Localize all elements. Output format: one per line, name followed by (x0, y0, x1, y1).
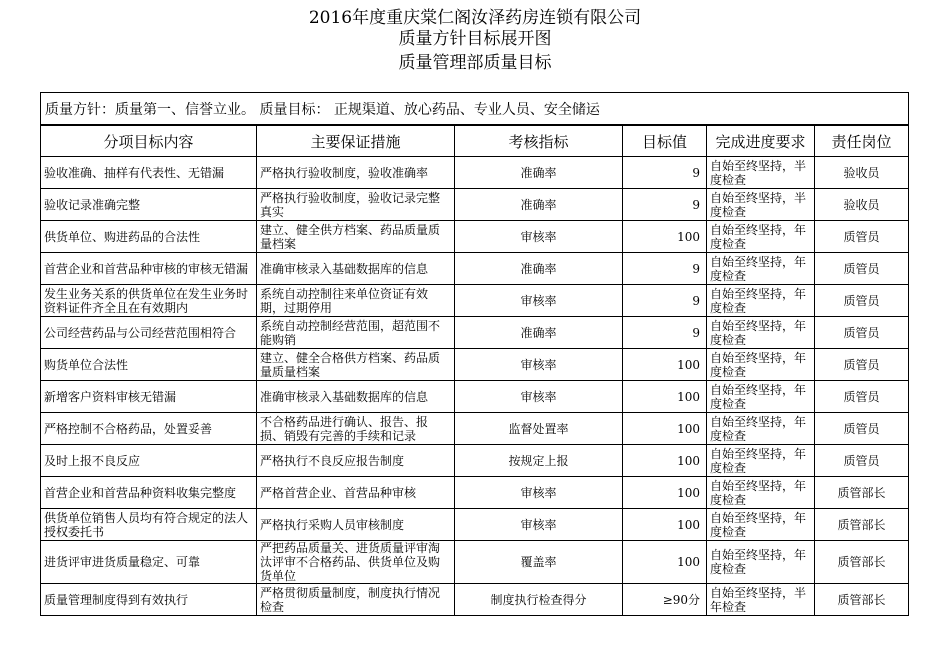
cell-measure: 严格贯彻质量制度，制度执行情况检查 (257, 584, 455, 616)
cell-progress: 自始至终坚持，年度检查 (707, 253, 815, 285)
table-row (41, 509, 909, 541)
cell-target: 100 (623, 477, 707, 509)
cell-post: 质管部长 (815, 584, 909, 616)
cell-goal: 首营企业和首营品种审核的审核无错漏 (41, 253, 257, 285)
cell-post: 质管员 (815, 349, 909, 381)
table-row (41, 157, 909, 189)
cell-indicator: 监督处置率 (455, 413, 623, 445)
title-block (0, 8, 950, 74)
cell-measure: 严格首营企业、首营品种审核 (257, 477, 455, 509)
table-row (41, 445, 909, 477)
department-title: 质量管理部质量目标 (398, 53, 552, 73)
cell-indicator: 按规定上报 (455, 445, 623, 477)
cell-target: 100 (623, 381, 707, 413)
cell-progress: 自始至终坚持，年度检查 (707, 317, 815, 349)
cell-progress: 自始至终坚持，年度检查 (707, 445, 815, 477)
header-row (41, 125, 909, 157)
table-row (41, 285, 909, 317)
header-indicator: 考核指标 (455, 125, 623, 157)
cell-goal: 及时上报不良反应 (41, 445, 257, 477)
cell-measure: 准确审核录入基础数据库的信息 (257, 253, 455, 285)
table-row (41, 253, 909, 285)
cell-measure: 严格执行采购人员审核制度 (257, 509, 455, 541)
cell-post: 质管员 (815, 285, 909, 317)
cell-measure: 严格执行验收制度，验收记录完整真实 (257, 189, 455, 221)
cell-target: 100 (623, 541, 707, 584)
table-row (41, 349, 909, 381)
cell-indicator: 准确率 (455, 189, 623, 221)
table-row (41, 221, 909, 253)
cell-indicator: 制度执行检查得分 (455, 584, 623, 616)
cell-measure: 严格执行不良反应报告制度 (257, 445, 455, 477)
cell-measure: 系统自动控制经营范围，超范围不能购销 (257, 317, 455, 349)
cell-target: 9 (623, 157, 707, 189)
cell-target: 9 (623, 189, 707, 221)
cell-goal: 首营企业和首营品种资料收集完整度 (41, 477, 257, 509)
cell-post: 质管部长 (815, 509, 909, 541)
cell-post: 质管员 (815, 253, 909, 285)
table-row (41, 477, 909, 509)
quality-policy: 质量方针：质量第一、信誉立业。 质量目标： 正规渠道、放心药品、专业人员、安全储运 (41, 93, 909, 126)
cell-post: 质管部长 (815, 477, 909, 509)
cell-progress: 自始至终坚持，年度检查 (707, 413, 815, 445)
cell-progress: 自始至终坚持，年度检查 (707, 349, 815, 381)
cell-progress: 自始至终坚持，年度检查 (707, 477, 815, 509)
header-target: 目标值 (623, 125, 707, 157)
cell-progress: 自始至终坚持，年度检查 (707, 541, 815, 584)
cell-goal: 发生业务关系的供货单位在发生业务时资料证件齐全且在有效期内 (41, 285, 257, 317)
cell-measure: 建立、健全供方档案、药品质量质量档案 (257, 221, 455, 253)
cell-goal: 购货单位合法性 (41, 349, 257, 381)
cell-indicator: 审核率 (455, 509, 623, 541)
cell-post: 质管员 (815, 317, 909, 349)
cell-target: 100 (623, 509, 707, 541)
cell-target: 9 (623, 285, 707, 317)
cell-goal: 新增客户资料审核无错漏 (41, 381, 257, 413)
cell-progress: 自始至终坚持，年度检查 (707, 285, 815, 317)
cell-measure: 准确审核录入基础数据库的信息 (257, 381, 455, 413)
cell-post: 质管员 (815, 413, 909, 445)
table-row (41, 541, 909, 584)
table-row (41, 584, 909, 616)
policy-row (41, 93, 909, 126)
header-progress: 完成进度要求 (707, 125, 815, 157)
cell-goal: 进货评审进货质量稳定、可靠 (41, 541, 257, 584)
cell-indicator: 审核率 (455, 477, 623, 509)
cell-target: 100 (623, 413, 707, 445)
header-post: 责任岗位 (815, 125, 909, 157)
cell-post: 质管员 (815, 221, 909, 253)
cell-goal: 供货单位、购进药品的合法性 (41, 221, 257, 253)
cell-progress: 自始至终坚持，半年检查 (707, 584, 815, 616)
chart-title: 质量方针目标展开图 (398, 29, 552, 49)
cell-progress: 自始至终坚持，年度检查 (707, 221, 815, 253)
cell-post: 验收员 (815, 189, 909, 221)
cell-goal: 验收准确、抽样有代表性、无错漏 (41, 157, 257, 189)
cell-post: 质管员 (815, 381, 909, 413)
cell-measure: 严把药品质量关、进货质量评审淘汰评审不合格药品、供货单位及购货单位 (257, 541, 455, 584)
cell-goal: 供货单位销售人员均有符合规定的法人授权委托书 (41, 509, 257, 541)
cell-target: 9 (623, 253, 707, 285)
quality-goals-table (40, 92, 909, 616)
cell-measure: 建立、健全合格供方档案、药品质量质量档案 (257, 349, 455, 381)
table-row (41, 413, 909, 445)
cell-target: ≥90分 (623, 584, 707, 616)
cell-post: 验收员 (815, 157, 909, 189)
cell-indicator: 审核率 (455, 285, 623, 317)
cell-indicator: 准确率 (455, 253, 623, 285)
cell-goal: 验收记录准确完整 (41, 189, 257, 221)
table-row (41, 317, 909, 349)
cell-progress: 自始至终坚持，年度检查 (707, 509, 815, 541)
cell-indicator: 准确率 (455, 157, 623, 189)
cell-target: 100 (623, 349, 707, 381)
cell-indicator: 覆盖率 (455, 541, 623, 584)
cell-indicator: 审核率 (455, 381, 623, 413)
cell-goal: 质量管理制度得到有效执行 (41, 584, 257, 616)
cell-measure: 不合格药品进行确认、报告、报损、销毁有完善的手续和记录 (257, 413, 455, 445)
table-row (41, 189, 909, 221)
cell-measure: 严格执行验收制度，验收准确率 (257, 157, 455, 189)
cell-target: 100 (623, 221, 707, 253)
cell-goal: 公司经营药品与公司经营范围相符合 (41, 317, 257, 349)
cell-progress: 自始至终坚持，年度检查 (707, 381, 815, 413)
table-row (41, 381, 909, 413)
cell-progress: 自始至终坚持，半度检查 (707, 189, 815, 221)
cell-goal: 严格控制不合格药品，处置妥善 (41, 413, 257, 445)
cell-indicator: 审核率 (455, 349, 623, 381)
cell-post: 质管部长 (815, 541, 909, 584)
cell-post: 质管员 (815, 445, 909, 477)
cell-target: 100 (623, 445, 707, 477)
cell-indicator: 审核率 (455, 221, 623, 253)
cell-target: 9 (623, 317, 707, 349)
cell-progress: 自始至终坚持，半度检查 (707, 157, 815, 189)
header-goal: 分项目标内容 (41, 125, 257, 157)
company-title: 2016年度重庆棠仁阁汝泽药房连锁有限公司 (308, 8, 642, 28)
header-measure: 主要保证措施 (257, 125, 455, 157)
cell-measure: 系统自动控制往来单位资证有效期，过期停用 (257, 285, 455, 317)
cell-indicator: 准确率 (455, 317, 623, 349)
